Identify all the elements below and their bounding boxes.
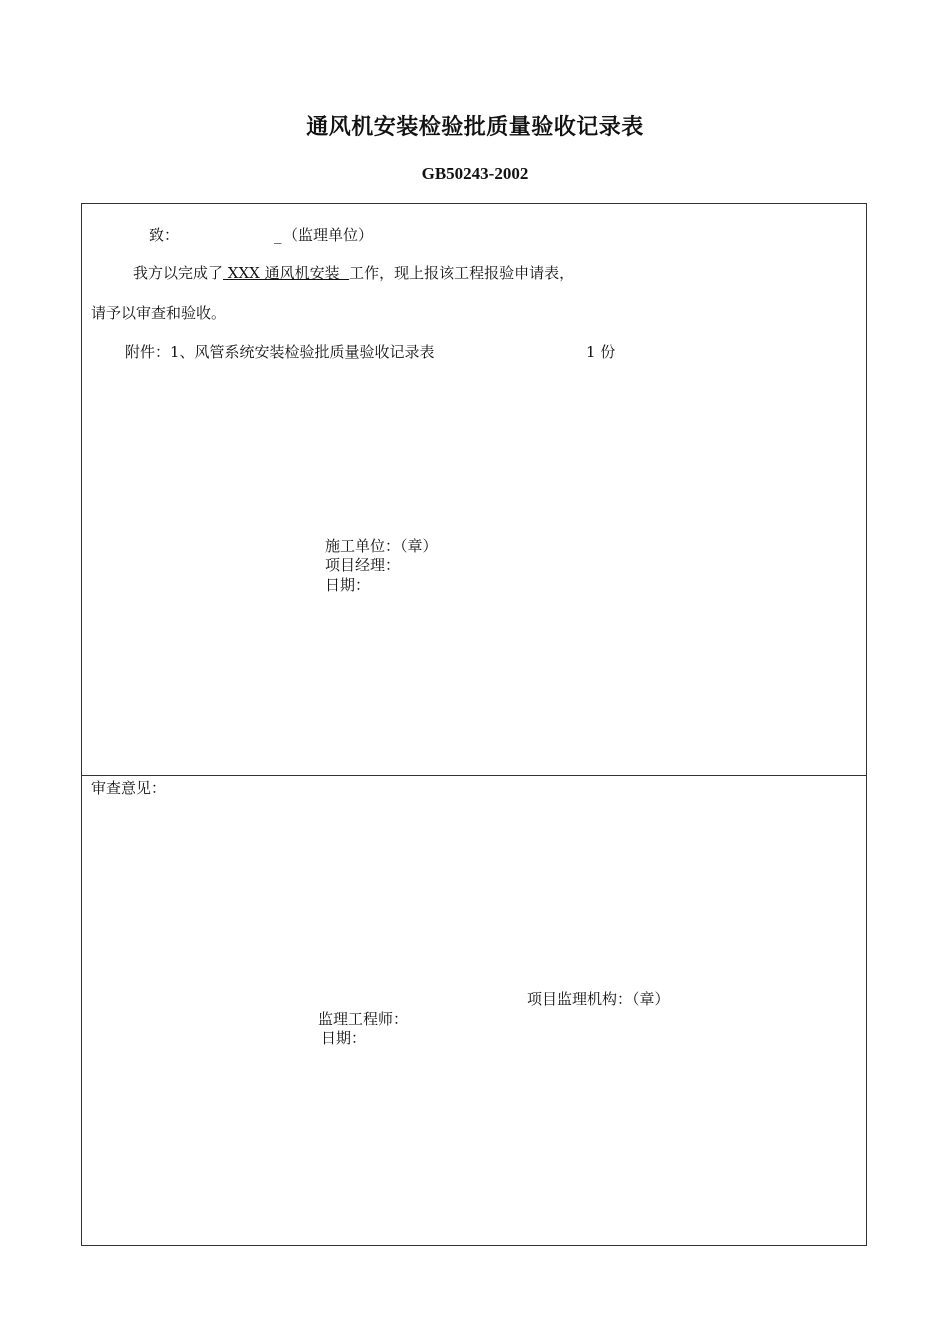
supervising-engineer-label: 监理工程师： xyxy=(318,1010,409,1028)
to-blank: _ xyxy=(274,226,282,244)
to-label: 致： xyxy=(149,226,180,244)
supervisor-unit-label: （监理单位） xyxy=(283,226,374,244)
section-divider xyxy=(82,775,866,776)
request-review-text: 请予以审查和验收。 xyxy=(91,304,227,322)
document-title: 通风机安装检验批质量验收记录表 xyxy=(306,115,644,140)
review-opinion-label: 审查意见： xyxy=(91,779,167,797)
form-table xyxy=(81,203,867,1246)
attachment-count: 1 份 xyxy=(586,343,616,361)
project-manager-label: 项目经理： xyxy=(325,556,401,574)
review-date-label: 日期： xyxy=(321,1029,367,1047)
completion-statement xyxy=(133,263,574,283)
supervision-agency-label: 项目监理机构：（章） xyxy=(527,990,670,1008)
application-date-label: 日期： xyxy=(325,576,371,594)
attachment-label: 附件：1、风管系统安装检验批质量验收记录表 xyxy=(125,343,435,361)
contractor-label: 施工单位：（章） xyxy=(325,537,438,555)
standard-code: GB50243-2002 xyxy=(421,164,529,183)
statement-suffix: 工作，现上报该工程报验申请表， xyxy=(349,264,575,282)
statement-prefix: 我方以完成了 xyxy=(133,264,224,282)
work-name-field: XXX 通风机安装 xyxy=(223,264,350,282)
